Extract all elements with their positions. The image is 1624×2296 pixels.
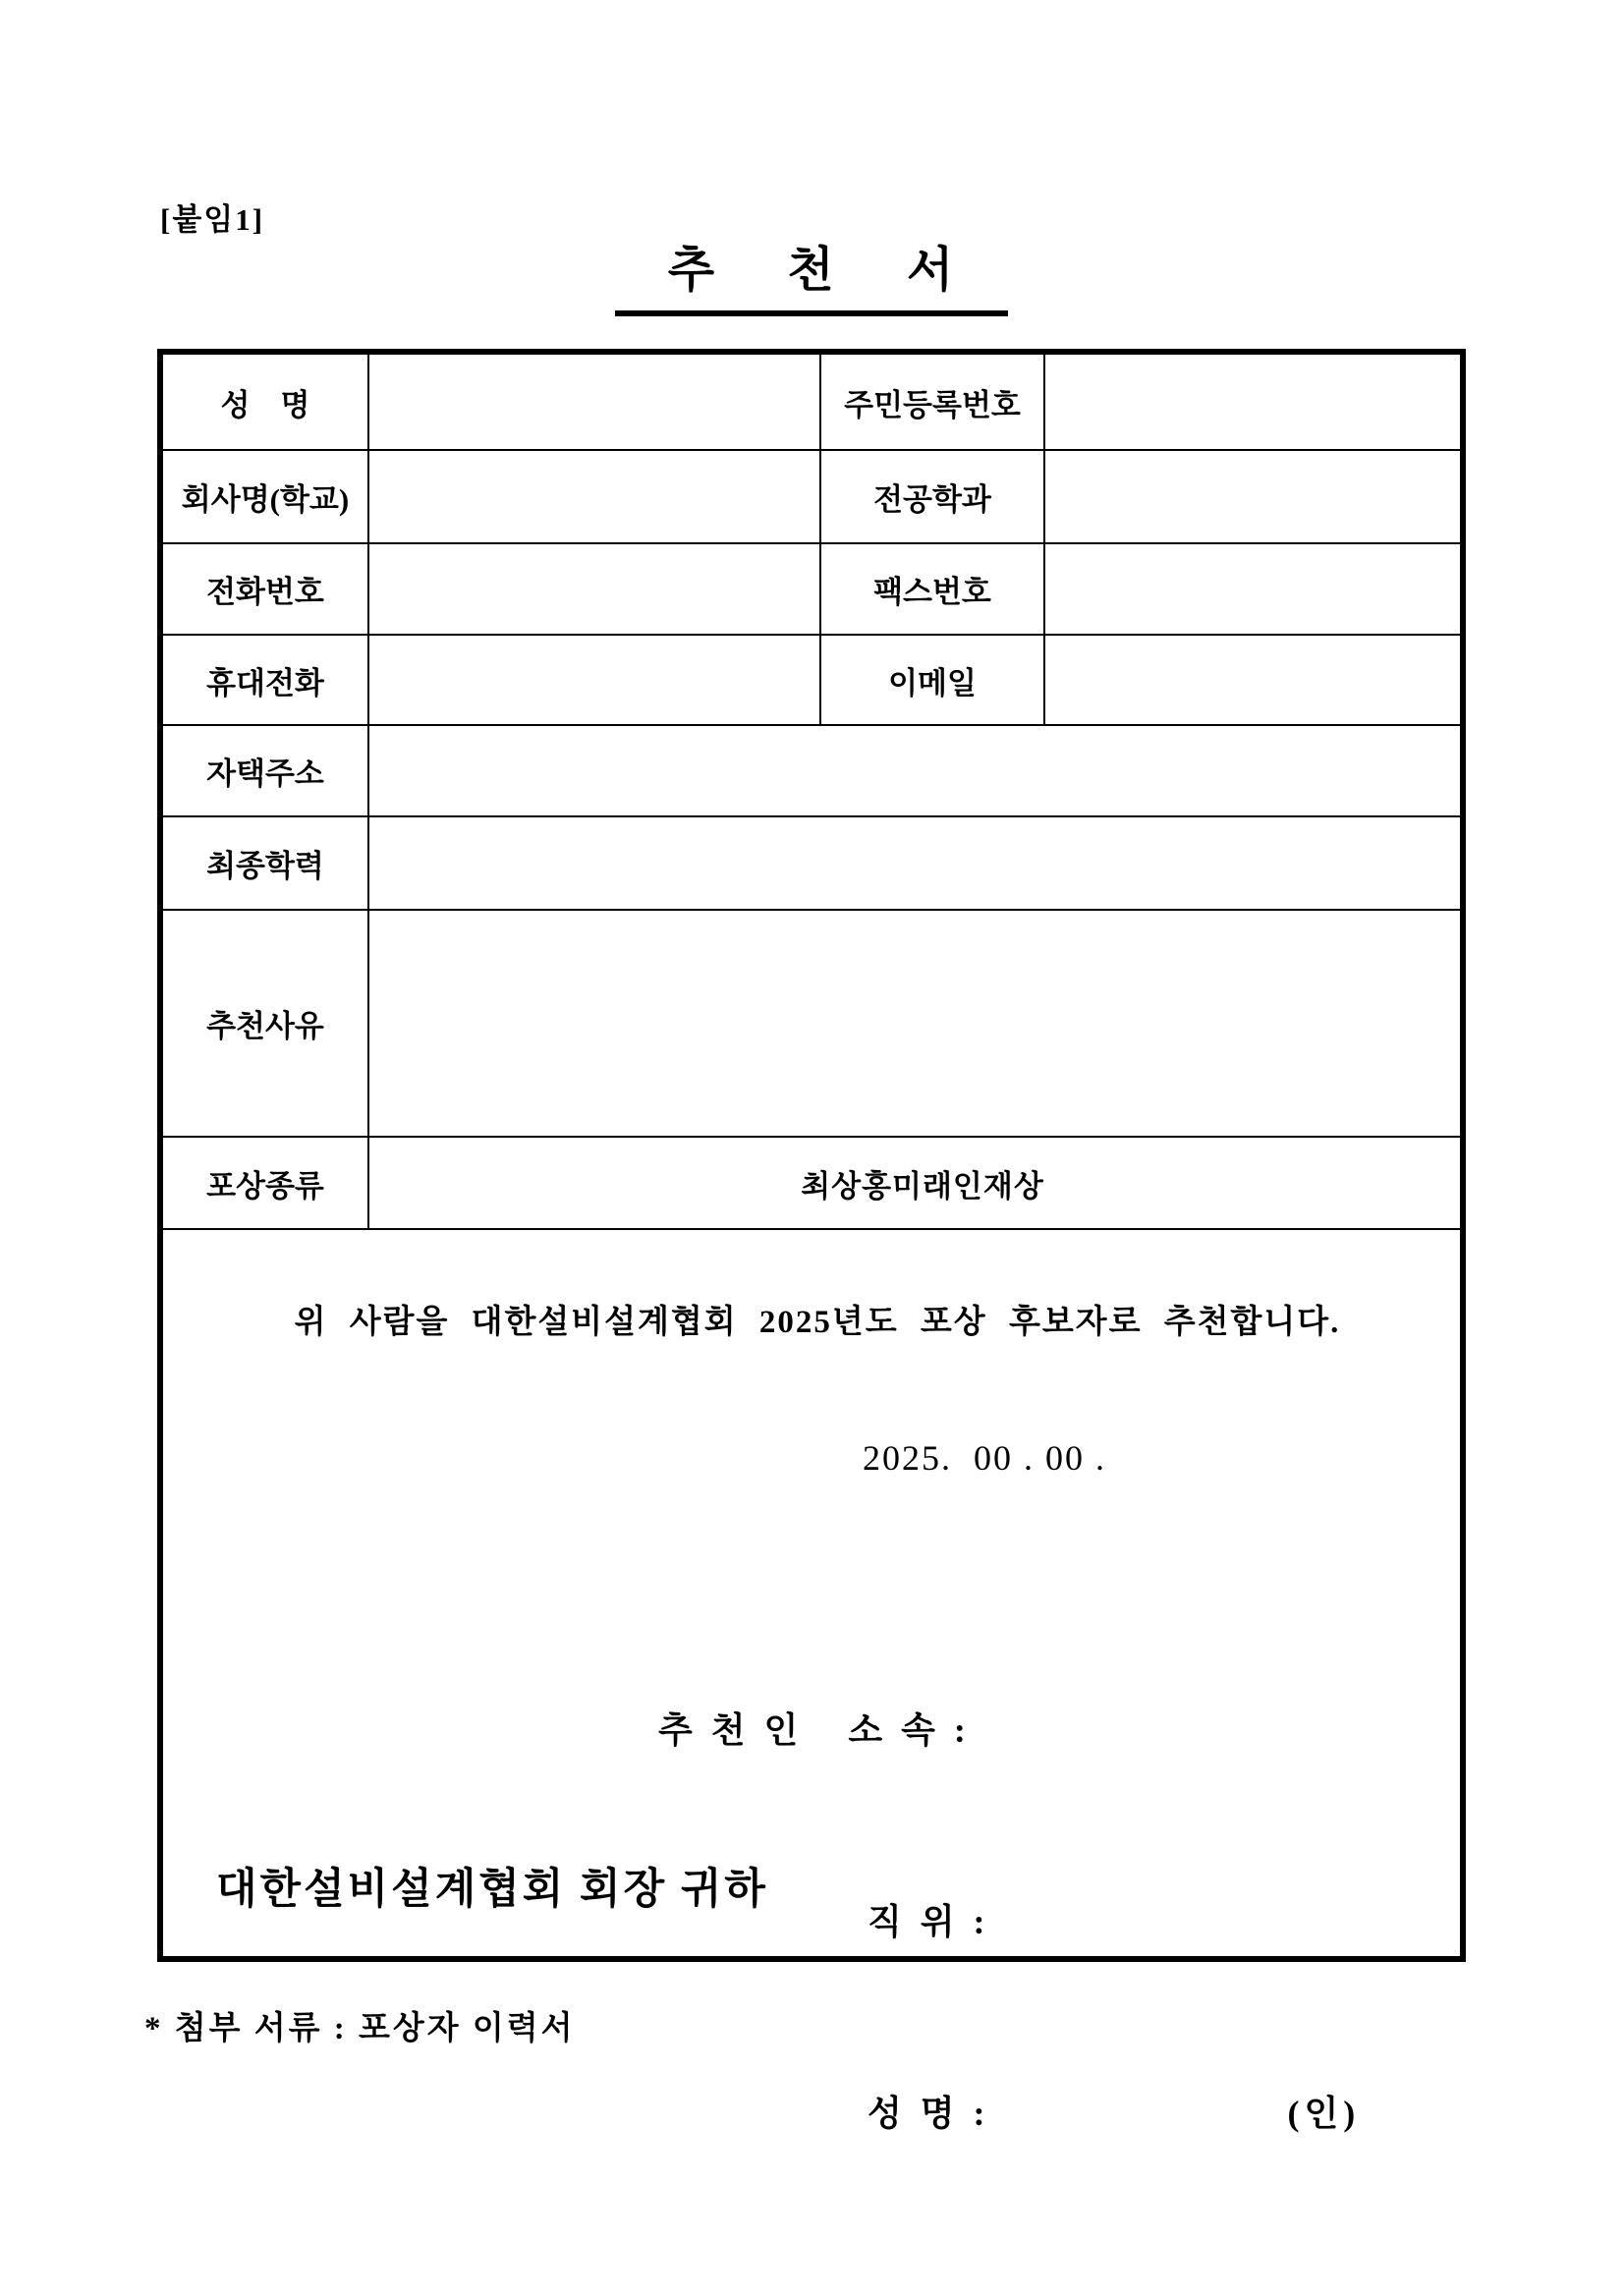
company-school-label-cell: 회사명(학교) bbox=[163, 450, 368, 543]
email-label-cell: 이메일 bbox=[820, 635, 1044, 725]
fax-value-cell bbox=[1044, 543, 1460, 635]
date-line: 2025. 00 . 00 . bbox=[863, 1438, 1106, 1478]
table-row bbox=[163, 355, 1460, 450]
page-title: 추 천 서 bbox=[615, 232, 1009, 316]
award-type-label-cell: 포상종류 bbox=[163, 1137, 368, 1229]
form-table bbox=[163, 355, 1460, 1230]
major-label-cell: 전공학과 bbox=[820, 450, 1044, 543]
seal-label: (인) bbox=[1287, 2094, 1361, 2133]
education-label-cell: 최종학력 bbox=[163, 816, 368, 910]
signature-block bbox=[658, 1571, 1360, 2273]
position-label: 직 위 : bbox=[868, 1902, 990, 1941]
table-row bbox=[163, 543, 1460, 635]
mobile-value-cell bbox=[368, 635, 820, 725]
signature-line-affiliation bbox=[658, 1699, 1360, 1763]
resident-id-label-cell: 주민등록번호 bbox=[820, 355, 1044, 450]
phone-label-cell: 전화번호 bbox=[163, 543, 368, 635]
major-value-cell bbox=[1044, 450, 1460, 543]
name-label-cell: 성 명 bbox=[163, 355, 368, 450]
title-wrap bbox=[157, 232, 1466, 316]
home-address-label-cell: 자택주소 bbox=[163, 725, 368, 816]
recipient-line: 대한설비설계협회 회장 귀하 bbox=[216, 1867, 768, 1913]
mobile-label-cell: 휴대전화 bbox=[163, 635, 368, 725]
affiliation-label: 소 속 : bbox=[848, 1710, 971, 1750]
table-row bbox=[163, 816, 1460, 910]
home-address-value-cell bbox=[368, 725, 1460, 816]
award-type-value-cell: 최상홍미래인재상 bbox=[368, 1137, 1460, 1229]
table-row bbox=[163, 725, 1460, 816]
recommender-label: 추 천 인 bbox=[658, 1710, 804, 1750]
email-value-cell bbox=[1044, 635, 1460, 725]
education-value-cell bbox=[368, 816, 1460, 910]
table-row bbox=[163, 910, 1460, 1137]
attachment-footnote: * 첨부 서류 : 포상자 이력서 bbox=[144, 2011, 576, 2046]
name-value-cell bbox=[368, 355, 820, 450]
resident-id-value-cell bbox=[1044, 355, 1460, 450]
reason-label-cell: 추천사유 bbox=[163, 910, 368, 1137]
reason-value-cell bbox=[368, 910, 1460, 1137]
table-row bbox=[163, 635, 1460, 725]
table-row bbox=[163, 450, 1460, 543]
recommendation-statement: 위 사람을 대한설비설계협회 2025년도 포상 후보자로 추천합니다. bbox=[294, 1305, 1341, 1340]
table-row bbox=[163, 1137, 1460, 1229]
signature-line-name bbox=[658, 2082, 1360, 2146]
attachment-tag: [붙임1] bbox=[160, 202, 265, 237]
fax-label-cell: 팩스번호 bbox=[820, 543, 1044, 635]
signer-name-label: 성 명 : bbox=[868, 2094, 990, 2133]
phone-value-cell bbox=[368, 543, 820, 635]
company-school-value-cell bbox=[368, 450, 820, 543]
